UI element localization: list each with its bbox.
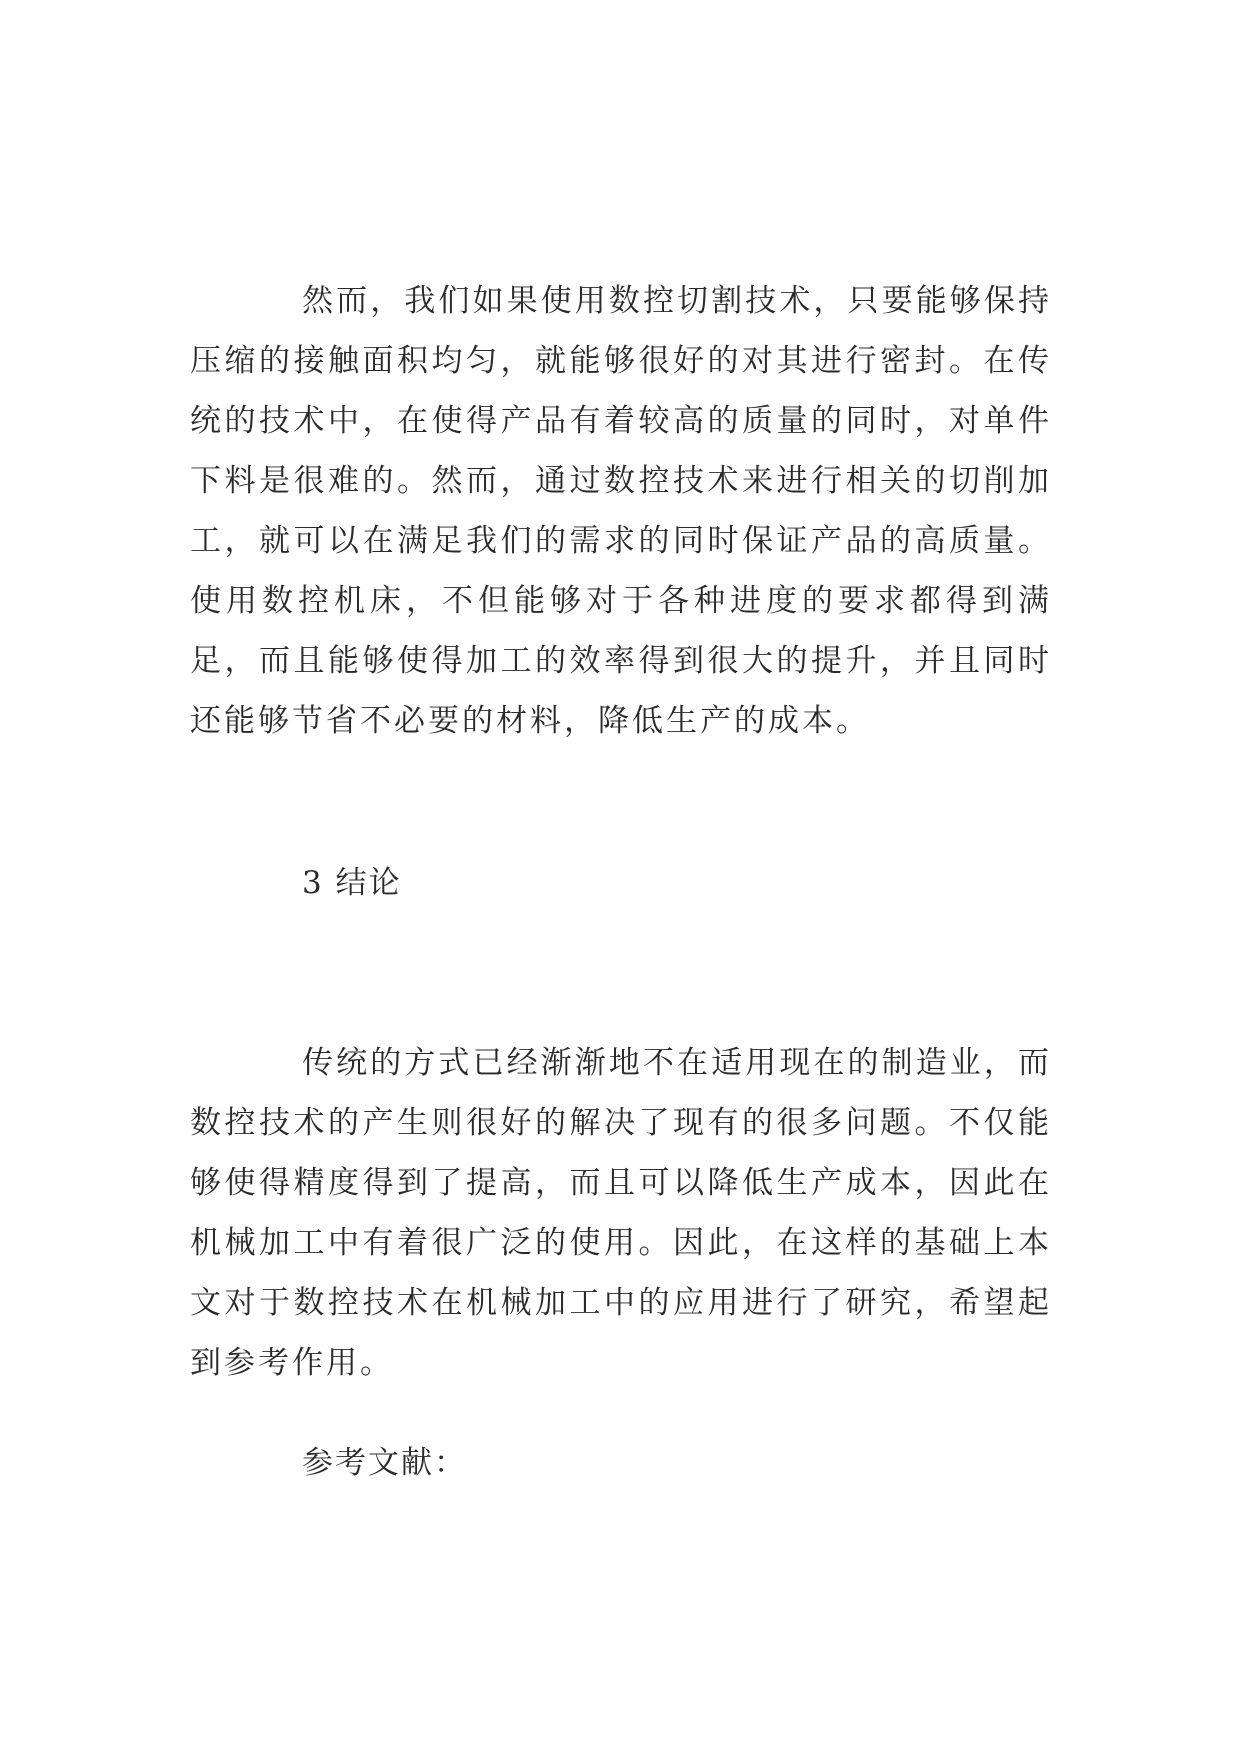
body-paragraph-cnc-cutting: 然而，我们如果使用数控切割技术，只要能够保持压缩的接触面积均匀，就能够很好的对其进行密封。在传统的技术中，在使得产品有着较高的质量的同时，对单件下料是很难的。然而，通过数控技术来进行相关的切削加工，就可以在满足我们的需求的同时保证产品的高质量。使用数控机床，不但能够对于各种进度的要求都得到满足，而且能够使得加工的效率得到很大的提升，并且同时还能够节省不必要的材料，降低生产的成本。 xyxy=(190,283,1052,739)
body-paragraph-conclusion: 传统的方式已经渐渐地不在适用现在的制造业，而数控技术的产生则很好的解决了现有的很多问题。不仅能够使得精度得到了提高，而且可以降低生产成本，因此在机械加工中有着很广泛的使用。因此，在这样的基础上本文对于数控技术在机械加工中的应用进行了研究，希望起到参考作用。 xyxy=(190,1045,1052,1381)
section-heading-conclusion: 3 结论 xyxy=(302,865,402,901)
references-heading: 参考文献： xyxy=(302,1445,467,1481)
